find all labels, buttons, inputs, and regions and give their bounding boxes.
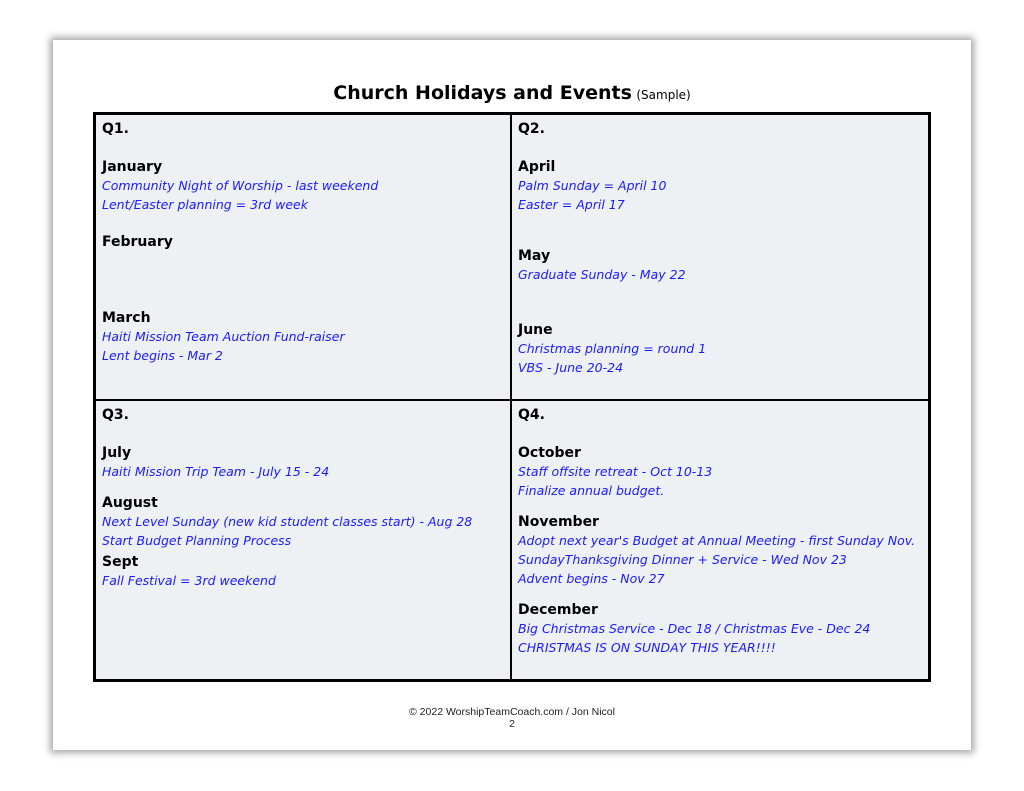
month-name: January bbox=[102, 159, 163, 175]
month-april bbox=[518, 159, 922, 214]
document-page bbox=[53, 40, 971, 750]
quarter-label: Q4. bbox=[518, 407, 545, 423]
event-item: Easter = April 17 bbox=[518, 197, 625, 212]
event-item: Graduate Sunday - May 22 bbox=[518, 267, 686, 282]
month-december bbox=[518, 602, 922, 657]
page-footer bbox=[53, 706, 971, 730]
month-name: April bbox=[518, 159, 556, 175]
event-item: Finalize annual budget. bbox=[518, 483, 665, 498]
month-november bbox=[518, 514, 922, 588]
event-item: Advent begins - Nov 27 bbox=[518, 571, 665, 586]
quarter-label: Q2. bbox=[518, 121, 545, 137]
event-item: Start Budget Planning Process bbox=[102, 533, 292, 548]
title-sub: (Sample) bbox=[636, 88, 691, 102]
quarter-q1 bbox=[96, 115, 512, 401]
title-main: Church Holidays and Events bbox=[333, 82, 632, 104]
event-item: CHRISTMAS IS ON SUNDAY THIS YEAR!!!! bbox=[518, 640, 776, 655]
event-item: SundayThanksgiving Dinner + Service - Wed Nov 23 bbox=[518, 552, 847, 567]
page-number: 2 bbox=[509, 718, 515, 730]
quarter-q2 bbox=[512, 115, 928, 401]
month-name: July bbox=[102, 445, 132, 461]
event-item: Community Night of Worship - last weekend bbox=[102, 178, 379, 193]
month-may bbox=[518, 248, 922, 284]
month-october bbox=[518, 445, 922, 500]
quarter-label: Q1. bbox=[102, 121, 129, 137]
quarter-label: Q3. bbox=[102, 407, 129, 423]
event-item: Lent/Easter planning = 3rd week bbox=[102, 197, 308, 212]
event-item: Haiti Mission Trip Team - July 15 - 24 bbox=[102, 464, 330, 479]
event-item: Haiti Mission Team Auction Fund-raiser bbox=[102, 329, 345, 344]
month-name: June bbox=[518, 322, 553, 338]
month-name: February bbox=[102, 234, 173, 250]
month-june bbox=[518, 322, 922, 377]
month-january bbox=[102, 159, 504, 214]
quarters-grid bbox=[93, 112, 931, 682]
copyright-text: © 2022 WorshipTeamCoach.com / Jon Nicol bbox=[409, 706, 615, 718]
page-title bbox=[53, 82, 971, 104]
month-july bbox=[102, 445, 504, 481]
event-item: Staff offsite retreat - Oct 10-13 bbox=[518, 464, 713, 479]
event-item: Christmas planning = round 1 bbox=[518, 341, 707, 356]
event-item: Next Level Sunday (new kid student classes start) - Aug 28 bbox=[102, 514, 473, 529]
event-item: Lent begins - Mar 2 bbox=[102, 348, 223, 363]
event-item: VBS - June 20-24 bbox=[518, 360, 624, 375]
month-name: May bbox=[518, 248, 551, 264]
event-item: Adopt next year's Budget at Annual Meeting - first Sunday Nov. bbox=[518, 533, 916, 548]
month-february bbox=[102, 234, 504, 290]
month-name: March bbox=[102, 310, 151, 326]
event-item: Palm Sunday = April 10 bbox=[518, 178, 667, 193]
event-item: Big Christmas Service - Dec 18 / Christmas Eve - Dec 24 bbox=[518, 621, 871, 636]
quarter-q3 bbox=[96, 401, 512, 679]
event-item: Fall Festival = 3rd weekend bbox=[102, 573, 276, 588]
month-sept bbox=[102, 554, 504, 590]
month-name: December bbox=[518, 602, 598, 618]
month-name: Sept bbox=[102, 554, 139, 570]
month-name: August bbox=[102, 495, 158, 511]
month-name: November bbox=[518, 514, 599, 530]
month-name: October bbox=[518, 445, 581, 461]
month-august bbox=[102, 495, 504, 550]
quarter-q4 bbox=[512, 401, 928, 679]
month-march bbox=[102, 310, 504, 365]
